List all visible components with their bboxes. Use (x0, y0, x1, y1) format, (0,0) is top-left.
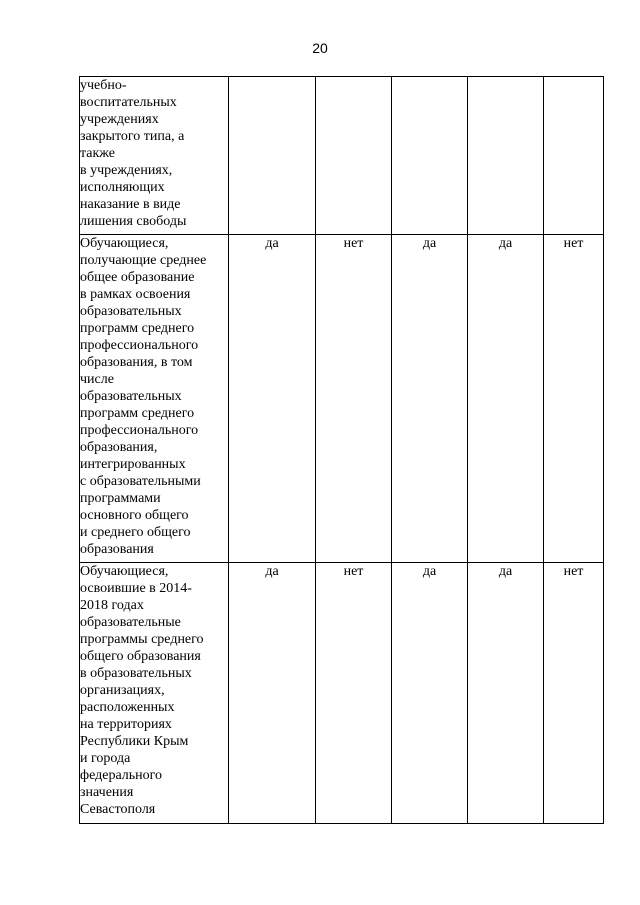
table-cell: нет (544, 563, 604, 824)
table-cell (316, 77, 392, 235)
table-cell (468, 77, 544, 235)
table-cell: да (468, 235, 544, 563)
table-cell (229, 77, 316, 235)
table-cell: да (392, 563, 468, 824)
table-row (80, 563, 604, 824)
row-label: Обучающиеся, получающие среднее общее образование в рамках освоения образовательных программ среднего профессионального образования, в том числе образовательных программ среднего профессионального образования, интегрированных с образовательными программами основного общего и среднего общего образования (80, 235, 229, 563)
table-cell: нет (544, 235, 604, 563)
table-row (80, 77, 604, 235)
row-label: Обучающиеся, освоившие в 2014- 2018 годах образовательные программы среднего общего образования в образовательных организациях, расположенных на территориях Республики Крым и города федерального значения Севастополя (80, 563, 229, 824)
table-cell: да (468, 563, 544, 824)
table-cell: да (392, 235, 468, 563)
table-cell: да (229, 563, 316, 824)
table-cell (544, 77, 604, 235)
table-cell: да (229, 235, 316, 563)
page-number: 20 (312, 40, 328, 56)
row-label: учебно- воспитательных учреждениях закрытого типа, а также в учреждениях, исполняющих наказание в виде лишения свободы (80, 77, 229, 235)
table-cell (392, 77, 468, 235)
requirements-table (79, 76, 604, 824)
table-row (80, 235, 604, 563)
table-cell: нет (316, 235, 392, 563)
table-cell: нет (316, 563, 392, 824)
